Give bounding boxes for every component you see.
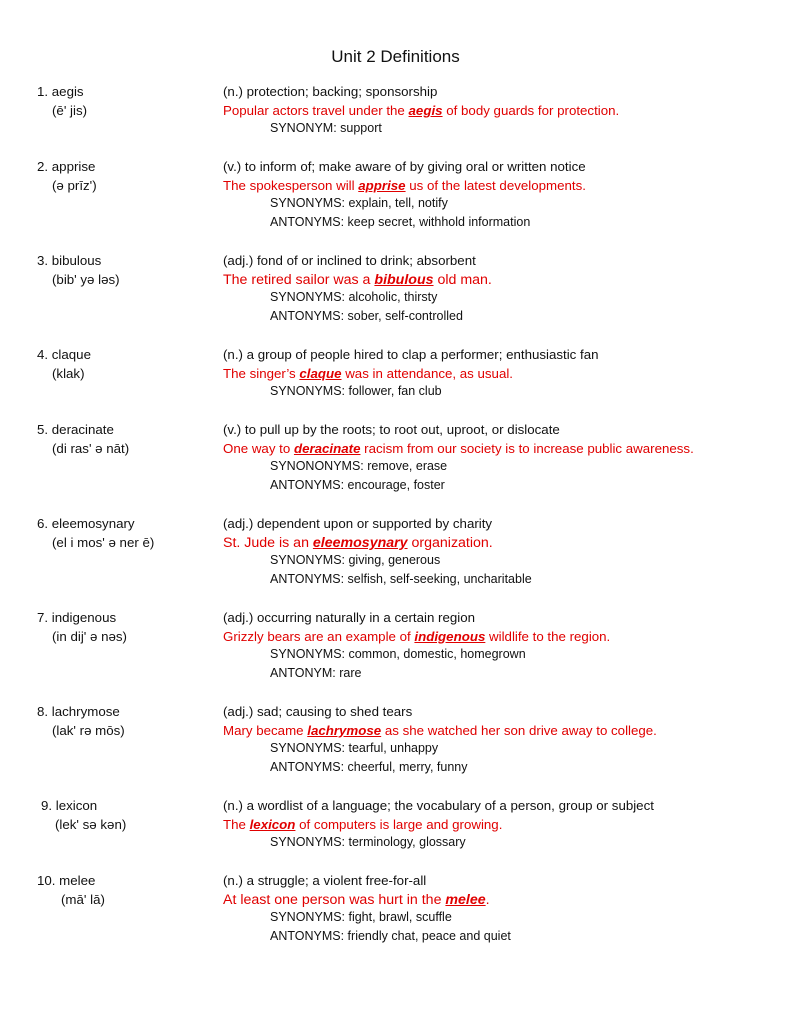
entry-word: 2. apprise [37, 159, 96, 174]
entry-synonyms: SYNONYMS: follower, fan club [270, 384, 442, 398]
entry-pronunciation: (lek' sə kən) [55, 817, 127, 832]
example-keyword: apprise [358, 178, 406, 193]
entry-synonyms: SYNONYMS: fight, brawl, scuffle [270, 910, 452, 924]
entry-word: 10. melee [37, 873, 96, 888]
entry-word: 1. aegis [37, 84, 84, 99]
entry-word: 8. lachrymose [37, 704, 120, 719]
example-keyword: lachrymose [307, 723, 382, 738]
entry-synonyms: SYNONYMS: explain, tell, notify [270, 196, 448, 210]
entry-synonyms: SYNONYMS: tearful, unhappy [270, 741, 439, 755]
entry-word: 3. bibulous [37, 253, 102, 268]
entry-example: The spokesperson will apprise us of the latest developments. [223, 178, 586, 193]
entry-antonyms: ANTONYM: rare [270, 666, 362, 680]
entry-pronunciation: (mā' lā) [61, 892, 105, 907]
entry-synonyms: SYNONYM: support [270, 121, 382, 135]
entry-pronunciation: (bib' yə ləs) [52, 272, 120, 287]
entry-word: 5. deracinate [37, 422, 114, 437]
entry-synonyms: SYNONYMS: terminology, glossary [270, 835, 466, 849]
entry-example: The lexicon of computers is large and growing. [223, 817, 503, 832]
entry-pronunciation: (ē' jis) [52, 103, 88, 118]
example-keyword: lexicon [249, 817, 296, 832]
example-keyword: aegis [408, 103, 443, 118]
entry-pronunciation: (klak) [52, 366, 85, 381]
entry-example: The singer’s claque was in attendance, as usual. [223, 366, 513, 381]
entry-example: One way to deracinate racism from our society is to increase public awareness. [223, 441, 694, 456]
entry-word: 4. claque [37, 347, 91, 362]
entry-synonyms: SYNONONYMS: remove, erase [270, 459, 448, 473]
example-keyword: indigenous [414, 629, 486, 644]
entry-antonyms: ANTONYMS: selfish, self-seeking, uncharitable [270, 572, 532, 586]
entry-antonyms: ANTONYMS: keep secret, withhold information [270, 215, 531, 229]
entry-example: The retired sailor was a bibulous old man. [223, 272, 492, 288]
entry-definition: (adj.) dependent upon or supported by charity [223, 516, 493, 531]
example-keyword: deracinate [293, 441, 361, 456]
entry-word: 9. lexicon [41, 798, 98, 813]
entry-definition: (n.) protection; backing; sponsorship [223, 84, 438, 99]
entry-word: 7. indigenous [37, 610, 117, 625]
example-keyword: claque [299, 366, 342, 381]
example-keyword: bibulous [374, 272, 434, 288]
entry-definition: (v.) to pull up by the roots; to root out, uproot, or dislocate [223, 422, 560, 437]
entry-definition: (adj.) fond of or inclined to drink; absorbent [223, 253, 476, 268]
page-title: Unit 2 Definitions [331, 47, 460, 66]
entry-definition: (v.) to inform of; make aware of by giving oral or written notice [223, 159, 586, 174]
entry-pronunciation: (el i mos' ə ner ē) [52, 535, 155, 550]
example-keyword: eleemosynary [312, 535, 408, 551]
entry-synonyms: SYNONYMS: giving, generous [270, 553, 441, 567]
entry-definition: (n.) a group of people hired to clap a performer; enthusiastic fan [223, 347, 599, 362]
entry-example: Popular actors travel under the aegis of body guards for protection. [223, 103, 620, 118]
entry-definition: (n.) a wordlist of a language; the vocabulary of a person, group or subject [223, 798, 654, 813]
entry-antonyms: ANTONYMS: sober, self-controlled [270, 309, 463, 323]
entry-synonyms: SYNONYMS: alcoholic, thirsty [270, 290, 438, 304]
entry-definition: (adj.) occurring naturally in a certain region [223, 610, 476, 625]
entry-definition: (adj.) sad; causing to shed tears [223, 704, 413, 719]
entry-antonyms: ANTONYMS: encourage, foster [270, 478, 445, 492]
entry-antonyms: ANTONYMS: cheerful, merry, funny [270, 760, 468, 774]
entry-definition: (n.) a struggle; a violent free-for-all [223, 873, 427, 888]
entry-pronunciation: (ə prīz') [52, 178, 97, 193]
entry-word: 6. eleemosynary [37, 516, 135, 531]
entry-example: At least one person was hurt in the melee. [223, 892, 490, 908]
entry-pronunciation: (in dij' ə nəs) [52, 629, 127, 644]
example-keyword: melee [445, 892, 486, 908]
entry-synonyms: SYNONYMS: common, domestic, homegrown [270, 647, 526, 661]
entry-example: Mary became lachrymose as she watched her son drive away to college. [223, 723, 657, 738]
entry-pronunciation: (lak' rə mōs) [52, 723, 125, 738]
entry-example: St. Jude is an eleemosynary organization. [223, 535, 493, 551]
entry-example: Grizzly bears are an example of indigenous wildlife to the region. [223, 629, 611, 644]
entry-pronunciation: (di ras' ə nāt) [52, 441, 130, 456]
entry-antonyms: ANTONYMS: friendly chat, peace and quiet [270, 929, 511, 943]
